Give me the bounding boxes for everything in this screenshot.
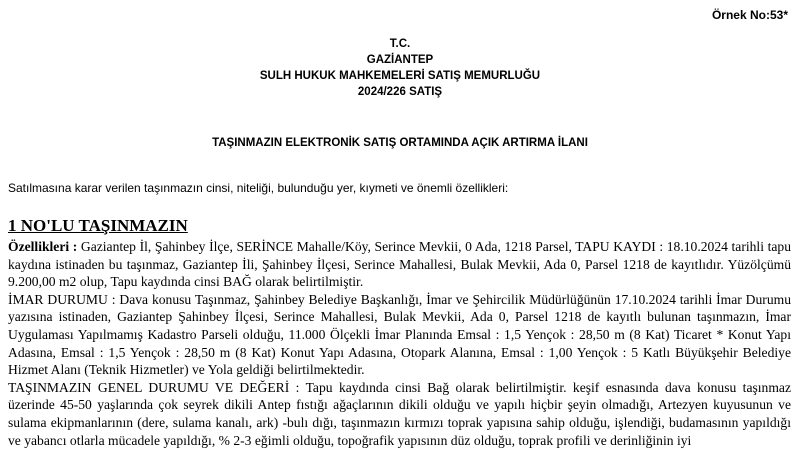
intro-text: Satılmasına karar verilen taşınmazın cinsi, niteliği, bulunduğu yer, kıymeti ve önemli özellikleri: [8, 181, 509, 195]
features-text: Gaziantep İl, Şahinbey İlçe, SERİNCE Mahalle/Köy, Serince Mevkii, 0 Ada, 1218 Parsel, TAPU KAYDI : 18.10.2024 tarihli tapu kaydına istinaden bu taşınmaz, Gaziantep İli, Şahinbey İlçesi, Serince Mahallesi, Bulak Mevkii, Ada 0, Parsel 1218 de kayıtlıdır. Yüzölçümü 9.200,00 m2 olup, Tapu kaydında cinsi BAĞ olarak belirtilmiştir. [8, 239, 791, 290]
header-line-office: SULH HUKUK MAHKEMELERİ SATIŞ MEMURLUĞU [259, 70, 541, 82]
announcement-title: TAŞINMAZIN ELEKTRONİK SATIŞ ORTAMINDA AÇIK ARTIRMA İLANI [212, 137, 588, 149]
features-label: Özellikleri : [8, 239, 78, 254]
zoning-paragraph: İMAR DURUMU : Dava konusu Taşınmaz, Şahinbey Belediye Başkanlığı, İmar ve Şehircilik Müdürlüğünün 17.10.2024 tarihli İmar Durumu yazısına istinaden, Gaziantep Şahinbey İlçesi, Serince Mahallesi, Bulak Mevkii, Ada 0, Parsel 1218 de kayıtlı bulunan taşınmazın, İmar Uygulaması Yapılmamış Kadastro Parseli olduğu, 11.000 Ölçekli İmar Planında Emsal : 1,5 Yençok : 28,50 m (8 Kat) Ticaret * Konut Yapı Adasına, Emsal : 1,5 Yençok : 28,50 m (8 Kat) Konut Yapı Adasına, Otopark Alanına, Emsal : 1,00 Yençok : 5 Katlı Büyükşehir Belediye Hizmet Alanı (Teknik Hizmetler) ve Yola geldiği belirtilmektedir. [8, 291, 791, 378]
sample-number: Örnek No:53* [711, 8, 788, 22]
property-description [8, 238, 791, 449]
features-paragraph [8, 238, 791, 291]
document-header [0, 36, 800, 100]
header-line-case-number: 2024/226 SATIŞ [357, 86, 443, 98]
header-line-tc: T.C. [389, 38, 411, 50]
general-condition-paragraph: TAŞINMAZIN GENEL DURUMU VE DEĞERİ : Tapu kaydında cinsi Bağ olarak belirtilmiştir. keşif esnasında dava konusu taşınmaz üzerinde 45-50 yaşlarında çok seyrek dikili Antep fıstığı ağaçlarının dikili olduğu ve yapılı hiçbir şeyin olmadığı, Artezyen kuyusunun ve sulama ekipmanlarının (dere, sulama kanalı, ark) -bulı dığı, taşınmazın kırmızı toprak yapısına sahip olduğu, işlendiği, budamasının yapıldığı ve yabancı otlarla mücadele yapıldığı, % 2-3 eğimli olduğu, topoğrafik yapısının düz olduğu, toprak profili ve derinliğinin iyi [8, 379, 791, 448]
section-title: 1 NO'LU TAŞINMAZIN [8, 216, 188, 235]
header-line-city: GAZİANTEP [366, 54, 434, 66]
